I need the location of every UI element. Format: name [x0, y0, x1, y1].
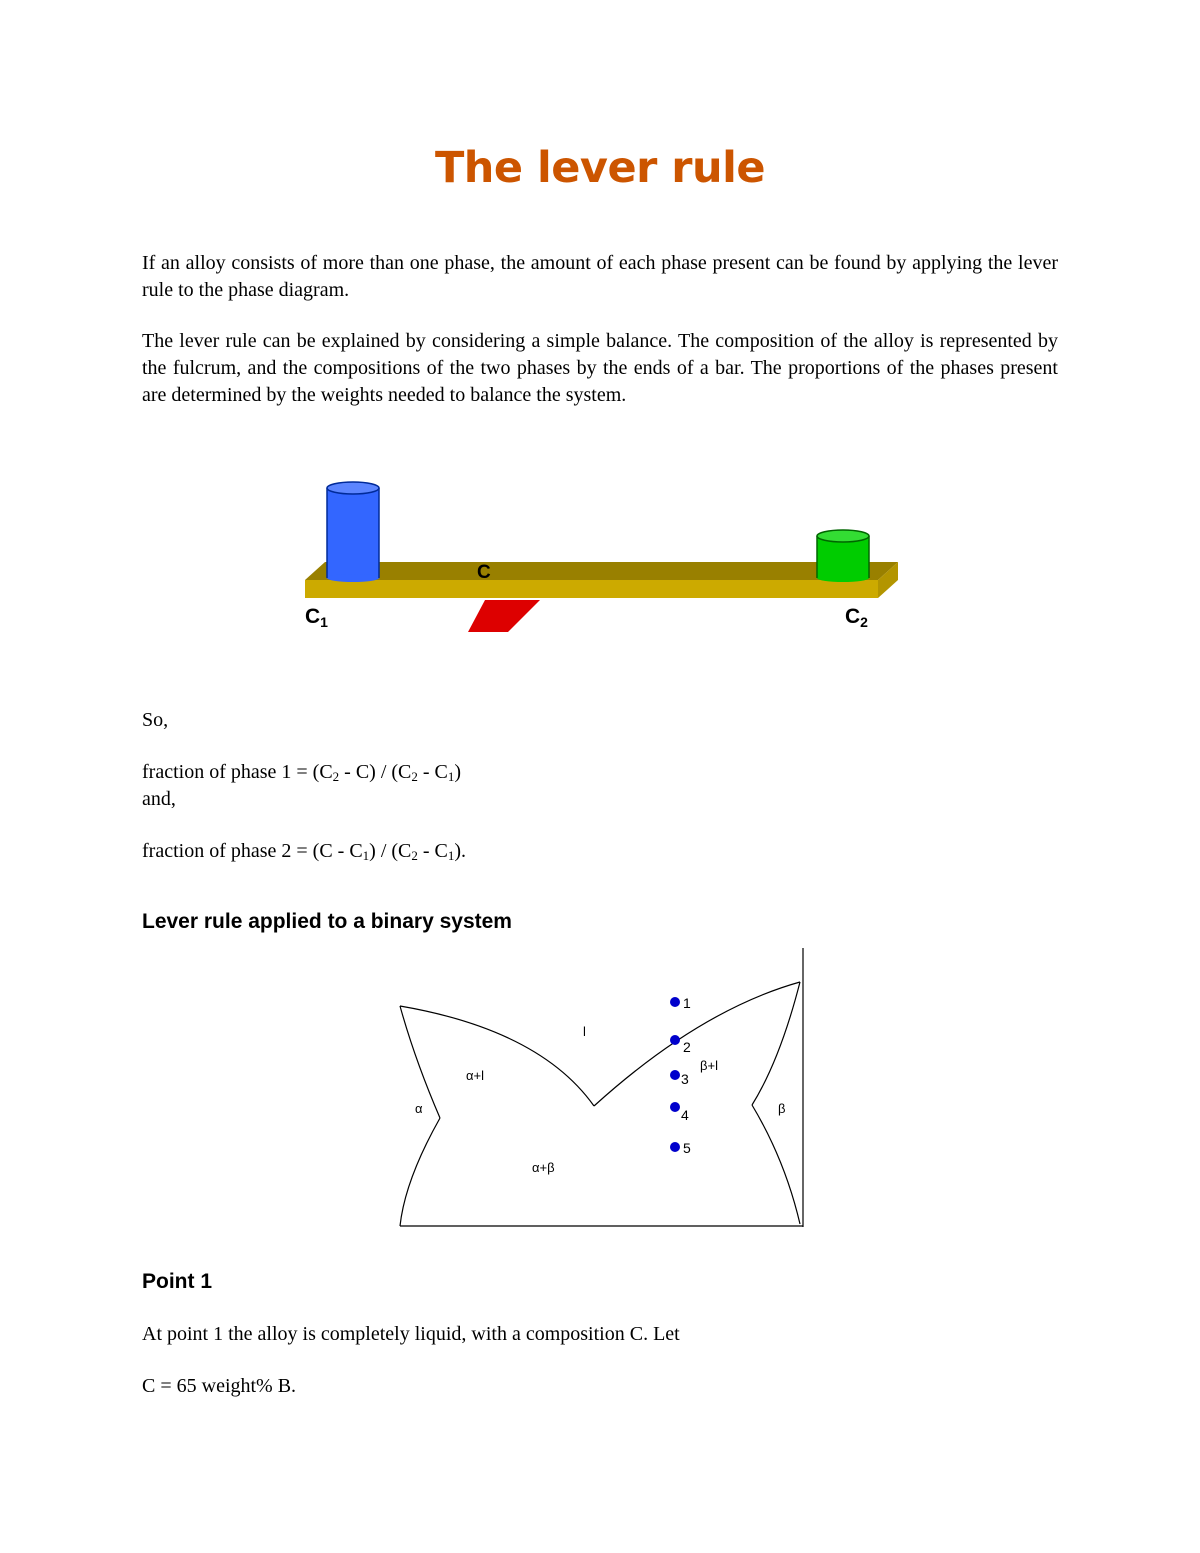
label-c1: C1: [305, 605, 328, 630]
bar-front-face: [305, 580, 878, 598]
point-label-4: 4: [681, 1107, 689, 1123]
region-beta-l: β+l: [700, 1058, 718, 1073]
point-label-2: 2: [683, 1039, 691, 1055]
point1-text: At point 1 the alloy is completely liquid, with a composition C. Let: [142, 1323, 680, 1345]
so-text: So,: [142, 709, 169, 731]
phase-diagram: [390, 940, 820, 1235]
label-c2: C2: [845, 605, 868, 630]
right-weight: [817, 530, 869, 582]
right-solvus: [752, 1105, 800, 1224]
and-text: and,: [142, 788, 176, 810]
point1-heading: Point 1: [142, 1270, 213, 1293]
point-marker-2: [670, 1035, 680, 1045]
balance-figure: [290, 470, 910, 645]
section-heading: Lever rule applied to a binary system: [142, 910, 512, 933]
region-alpha: α: [415, 1101, 423, 1116]
page-title: The lever rule: [434, 143, 766, 193]
region-l: l: [583, 1024, 586, 1039]
formula-phase-2: fraction of phase $2 = (C - C_1) / (C_2 - C_1)$.: [142, 840, 467, 863]
label-c: C: [477, 562, 491, 583]
formula-phase-1: fraction of phase $1 = (C_2 - C) / (C_2 - C_1)$: [142, 761, 462, 784]
point1-value: C = 65 weight% B.: [142, 1375, 297, 1397]
point-label-3: 3: [681, 1071, 689, 1087]
region-beta: β: [778, 1101, 786, 1116]
point-marker-1: [670, 997, 680, 1007]
point-marker-3: [670, 1070, 680, 1080]
right-solidus: [752, 982, 800, 1105]
intro-paragraph-1: If an alloy consists of more than one phase, the amount of each phase present can be found by applying the lever rule to the phase diagram.: [142, 252, 1058, 301]
region-alpha-beta: α+β: [532, 1160, 555, 1175]
region-alpha-l: α+l: [466, 1068, 484, 1083]
fulcrum-shape: [468, 600, 540, 632]
right-liquidus: [594, 982, 800, 1106]
point-marker-4: [670, 1102, 680, 1112]
point-label-5: 5: [683, 1140, 691, 1156]
bar-top-face: [305, 562, 898, 580]
left-weight: [327, 482, 379, 582]
point-marker-5: [670, 1142, 680, 1152]
point-label-1: 1: [683, 995, 691, 1011]
left-solvus: [400, 1118, 440, 1226]
intro-paragraph-2: The lever rule can be explained by considering a simple balance. The composition of the alloy is represented by the fulcrum, and the compositions of the two phases by the ends of a bar. The proportions of the phases present are determined by the weights needed to balance the system.: [142, 330, 1058, 406]
